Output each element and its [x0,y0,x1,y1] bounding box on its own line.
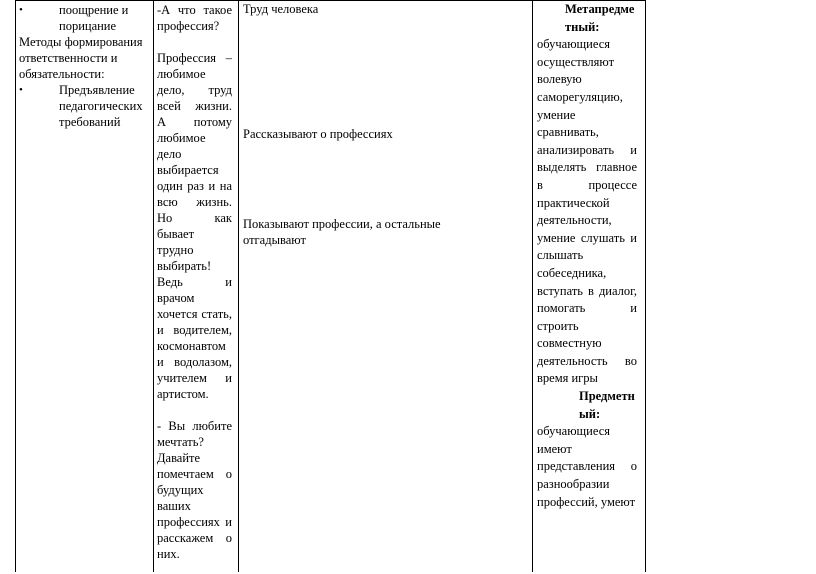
bullet-icon: • [19,84,23,96]
subject-outcomes-text: обучающиеся имеют представления о разнообразии профессий, умеют [537,424,637,509]
column-border [153,0,154,572]
activity-tell-professions: Рассказывают о профессиях [243,127,393,141]
column-border [15,0,16,572]
column-border [645,0,646,572]
meta-outcomes-text: обучающиеся осуществляют волевую саморегуляцию, умение сравнивать, анализировать и выделять главное в процессе практической деятельности, умение слушать и слышать собеседника, вступать в диалог, помогать и строить совместную деятельность во время игры [537,37,637,386]
profession-definition: Профессия – любимое дело, труд всей жизни. А потому любимое дело выбирается один раз и на всю жизнь. Но как бывает трудно выбирать! Ведь и врачом хочется стать, и водителем, космонавтом и водолазом, учителем и артистом. [157,51,232,401]
activity-show-professions: Показывают профессии, а остальные отгадывают [243,217,441,247]
teacher-activity-cell [157,0,232,574]
methods-cell [19,0,152,574]
teacher-question-profession: -А что такое профессия? [157,3,232,33]
method-item-encouragement: поощрение и порицание [59,3,129,33]
activity-labor: Труд человека [243,2,319,16]
column-border [532,0,533,572]
meta-heading: Метапредметный: [565,2,635,34]
outcomes-cell [537,0,637,573]
subject-heading: Предметный: [579,389,635,421]
student-activity-cell [243,0,523,572]
teacher-question-dream: - Вы любите мечтать? Давайте помечтаем о будущих ваших профессиях и расскажем о них. [157,419,232,561]
method-item-requirements: Предъявление педагогических требований [59,83,143,129]
bullet-icon: • [19,4,23,16]
column-border [238,0,239,572]
methods-heading: Методы формирования ответственности и обязательности: [19,35,143,81]
